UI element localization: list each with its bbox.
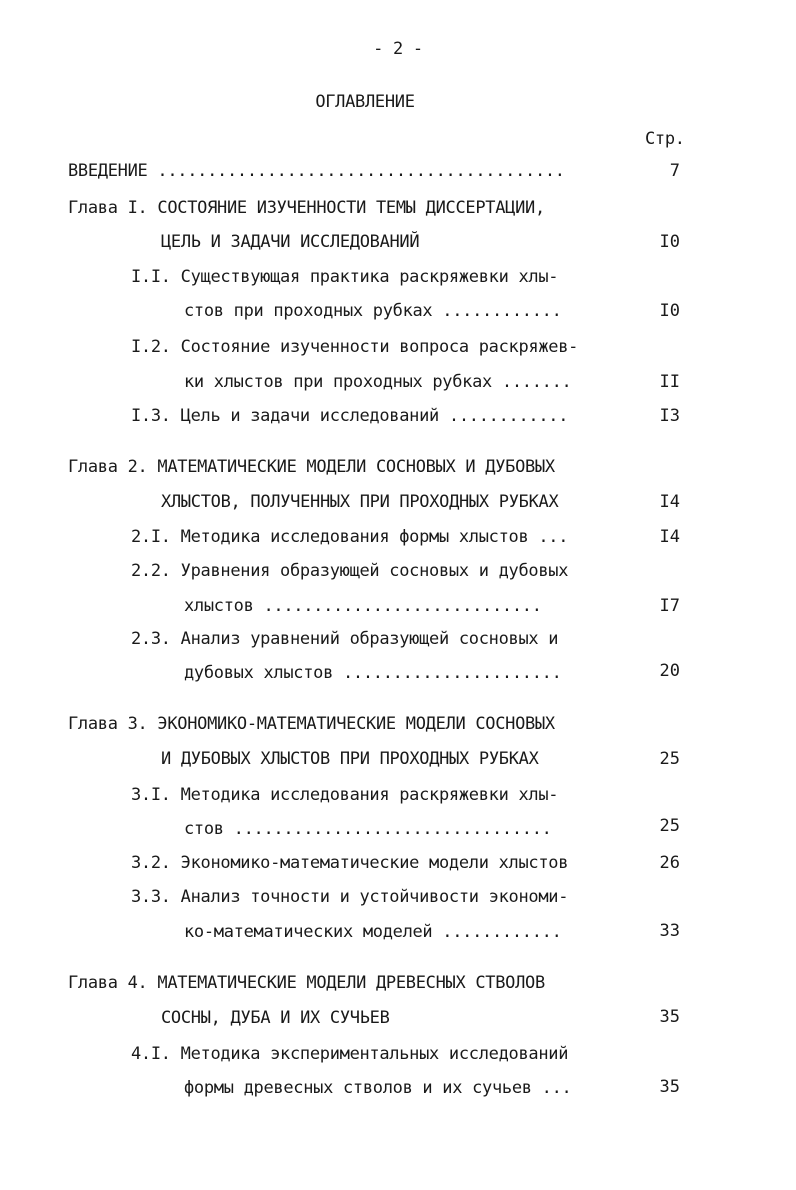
toc-line: Глава 2. МАТЕМАТИЧЕСКИЕ МОДЕЛИ СОСНОВЫХ И ДУБОВЫХ <box>68 457 555 477</box>
toc-page-ref: 7 <box>669 161 680 181</box>
toc-page-ref: I4 <box>659 527 680 547</box>
toc-line: Глава 4. МАТЕМАТИЧЕСКИЕ МОДЕЛИ ДРЕВЕСНЫХ СТВОЛОВ <box>68 973 545 993</box>
toc-line: 2.3. Анализ уравнений образующей сосновых и <box>131 629 559 649</box>
toc-page-ref: I0 <box>659 301 680 321</box>
toc-line: 3.2. Экономико-математические модели хлыстов <box>131 853 569 873</box>
toc-line: 2.I. Методика исследования формы хлыстов ... <box>131 527 569 547</box>
toc-line: I.3. Цель и задачи исследований ............ <box>131 406 569 426</box>
toc-line: 4.I. Методика экспериментальных исследований <box>131 1044 569 1064</box>
page-column-header: Стр. <box>645 129 685 149</box>
toc-line: СОСНЫ, ДУБА И ИХ СУЧЬЕВ <box>161 1008 390 1028</box>
toc-line: формы древесных стволов и их сучьев ... <box>184 1078 572 1098</box>
toc-page-ref: 35 <box>659 1007 680 1027</box>
toc-page-ref: 25 <box>659 816 680 836</box>
toc-line: 3.I. Методика исследования раскряжевки хлы- <box>131 785 559 805</box>
toc-page-ref: I7 <box>659 596 680 616</box>
toc-line: ки хлыстов при проходных рубках ....... <box>184 372 572 392</box>
toc-line: ко-математических моделей ............ <box>184 922 562 942</box>
toc-line: ХЛЫСТОВ, ПОЛУЧЕННЫХ ПРИ ПРОХОДНЫХ РУБКАХ <box>161 492 559 512</box>
toc-line: I.2. Состояние изученности вопроса раскряжев- <box>131 337 579 357</box>
toc-page-ref: I3 <box>659 406 680 426</box>
toc-line: Глава I. СОСТОЯНИЕ ИЗУЧЕННОСТИ ТЕМЫ ДИССЕРТАЦИИ, <box>68 198 545 218</box>
toc-line: дубовых хлыстов ...................... <box>184 663 562 683</box>
toc-line: 2.2. Уравнения образующей сосновых и дубовых <box>131 561 569 581</box>
toc-line: хлыстов ............................ <box>184 596 542 616</box>
page-number: - 2 - <box>373 39 423 59</box>
toc-line: Глава 3. ЭКОНОМИКО-МАТЕМАТИЧЕСКИЕ МОДЕЛИ СОСНОВЫХ <box>68 714 555 734</box>
toc-line: И ДУБОВЫХ ХЛЫСТОВ ПРИ ПРОХОДНЫХ РУБКАХ <box>161 749 539 769</box>
toc-page-ref: II <box>659 372 680 392</box>
toc-page-ref: I4 <box>659 492 680 512</box>
toc-page-ref: 33 <box>659 921 680 941</box>
toc-page-ref: 25 <box>659 749 680 769</box>
toc-line: ЦЕЛЬ И ЗАДАЧИ ИССЛЕДОВАНИЙ <box>161 232 420 252</box>
toc-line: ВВЕДЕНИЕ ......................................... <box>68 161 565 181</box>
toc-line: стов ................................ <box>184 819 552 839</box>
toc-line: I.I. Существующая практика раскряжевки хлы- <box>131 267 559 287</box>
toc-line: 3.3. Анализ точности и устойчивости экономи- <box>131 887 569 907</box>
toc-page-ref: I0 <box>659 232 680 252</box>
toc-page-ref: 20 <box>659 661 680 681</box>
toc-page-ref: 35 <box>659 1077 680 1097</box>
toc-page-ref: 26 <box>659 853 680 873</box>
toc-title: ОГЛАВЛЕНИЕ <box>315 92 415 112</box>
toc-line: стов при проходных рубках ............ <box>184 301 562 321</box>
